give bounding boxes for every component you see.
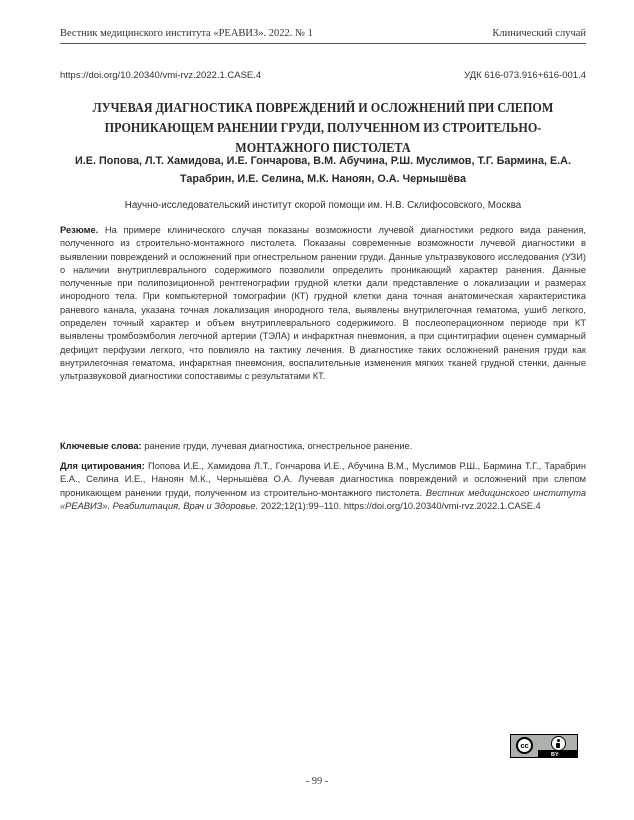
citation <box>60 460 586 513</box>
by-label: BY <box>551 752 559 758</box>
article-title: ЛУЧЕВАЯ ДИАГНОСТИКА ПОВРЕЖДЕНИЙ И ОСЛОЖНЕНИЙ ПРИ СЛЕПОМ ПРОНИКАЮЩЕМ РАНЕНИИ ГРУДИ, ПОЛУЧЕННОМ ИЗ СТРОИТЕЛЬНО-МОНТАЖНОГО ПИСТОЛЕТА <box>92 100 554 155</box>
citation-text: Попова И.Е., Хамидова Л.Т., Гончарова И.Е., Абучина В.М., Муслимов Р.Ш., Бармина Т.Г., Тарабрин Е.А., Селина И.Е., Наноян М.К., Чернышёва О.А. Лучевая диагностика повреждений и осложнений при слепом проникающем ранении груди, полученном из строительно-монтажного пистолета. <box>60 461 586 498</box>
abstract-text: На примере клинического случая показаны возможности лучевой диагностики редкого вида ранения, полученного из строительно-монтажного пистолета. Показаны современные возможности лучевой диагностики в выявлении повреждений и осложнений при огнестрельном ранении груди. Данные ультразвукового исследования (УЗИ) о наличии внутриплеврального содержимого позволили определить проникающий характер ранения. Данные полученные при полипозиционной рентгенографии грудной клетки дали представление о локализации и размерах инородного тела. При компьютерной томографии (КТ) грудной клетки дана точная анатомическая характеристика раневого канала, указана точная локализация инородного тела, выявлены внутрилегочная гематома, ушиб легкого, определен точный характер и объем внутриплеврального содержимого. В послеоперационном периоде при КТ выявлены тромбоэмболия легочной артерии (ТЭЛА) и инфарктная пневмония, а при сцинтиграфии оценен суммарный дефицит перфузии легкого, что повлияло на тактику лечения. В диагностике таких осложнений ранения груди как внутрилегочная гематома, инфарктная пневмония, воспалительные изменения мягких тканей грудной стенки, данные ультразвуковой диагностики сопоставимы с результатами КТ. <box>60 225 586 382</box>
citation-journal: Вестник медицинского института «РЕАВИЗ». Реабилитация, Врач и Здоровье. <box>60 487 587 511</box>
doi-link[interactable]: https://doi.org/10.20340/vmi-rvz.2022.1.CASE.4 <box>60 70 262 81</box>
citation-label: Для цитирования: <box>60 461 145 471</box>
running-head <box>60 24 586 42</box>
page-number: - 99 - <box>305 776 329 787</box>
keywords <box>60 440 586 453</box>
author-list: И.Е. Попова, Л.Т. Хамидова, И.Е. Гончарова, В.М. Абучина, Р.Ш. Муслимов, Т.Г. Бармина, Е.А. Тарабрин, И.Е. Селина, М.К. Наноян, О.А. Чернышёва <box>75 155 571 185</box>
citation-tail: 2022;12(1):99–110. https://doi.org/10.20340/vmi-rvz.2022.1.CASE.4 <box>260 500 541 511</box>
keywords-label: Ключевые слова: <box>60 441 142 451</box>
udk-code: УДК 616-073.916+616-001.4 <box>464 70 586 81</box>
attribution-icon <box>551 736 566 751</box>
section-label: Клинический случай <box>492 28 586 39</box>
journal-running-title: Вестник медицинского института «РЕАВИЗ». 2022. № 1 <box>60 28 313 39</box>
keywords-text: ранение груди, лучевая диагностика, огнестрельное ранение. <box>144 441 413 451</box>
cc-by-license-badge[interactable] <box>510 734 578 758</box>
header-divider <box>60 43 586 44</box>
abstract-label: Резюме. <box>60 225 99 235</box>
abstract <box>60 224 586 384</box>
cc-icon: cc <box>516 737 533 754</box>
affiliation: Научно-исследовательский институт скорой помощи им. Н.В. Склифосовского, Москва <box>124 200 522 211</box>
